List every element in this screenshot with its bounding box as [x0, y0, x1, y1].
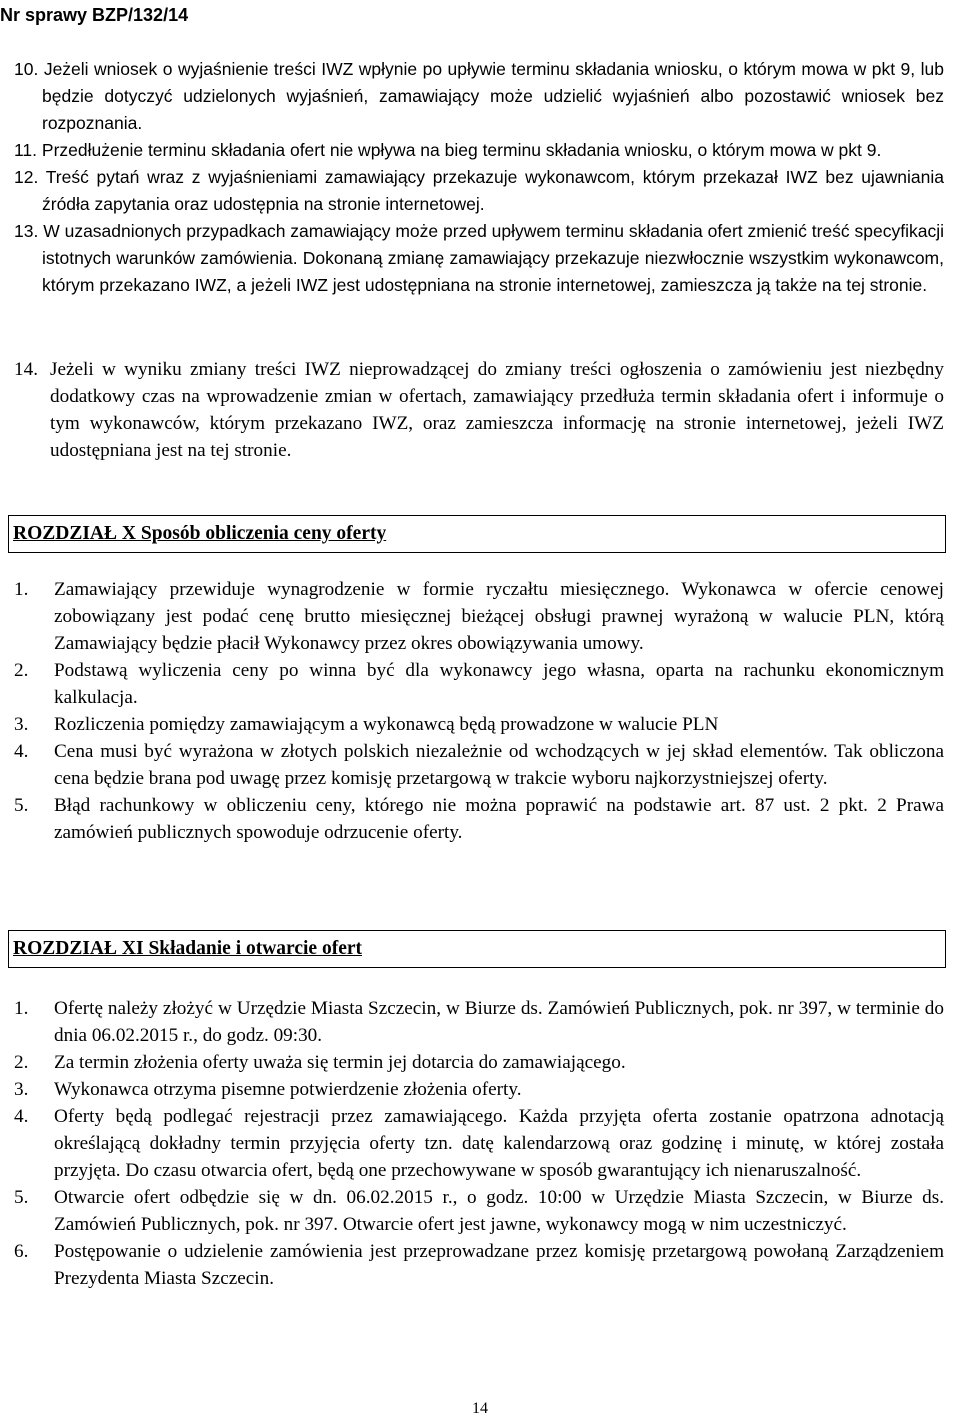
- item-number: 13.: [14, 221, 39, 241]
- chapter-xi-title: ROZDZIAŁ XI Składanie i otwarcie ofert: [13, 938, 363, 959]
- item-number: 14.: [14, 359, 38, 380]
- item-number: 4.: [14, 741, 29, 762]
- chapter-xi-heading: [8, 930, 946, 968]
- page-number: 14: [472, 1400, 488, 1417]
- item-number: 2.: [14, 660, 29, 681]
- list-item: [14, 1049, 944, 1076]
- chapter-x-list: [14, 576, 944, 846]
- item-text: Ofertę należy złożyć w Urzędzie Miasta Szczecin, w Biurze ds. Zamówień Publicznych, pok. nr 397, w terminie do dnia 06.02.2015 r., do godz. 09:30.: [54, 998, 944, 1046]
- chapter-xi-list: [14, 995, 944, 1292]
- list-item: [14, 218, 944, 299]
- item-number: 5.: [14, 1187, 29, 1208]
- list-item: [14, 1076, 944, 1103]
- item-number: 10.: [14, 59, 39, 79]
- item-text: Wykonawca otrzyma pisemne potwierdzenie złożenia oferty.: [54, 1079, 522, 1100]
- item-number: 3.: [14, 714, 29, 735]
- item-number: 2.: [14, 1052, 29, 1073]
- list-item: [14, 56, 944, 137]
- item-text: Podstawą wyliczenia ceny po winna być dla wykonawcy jego własna, oparta na rachunku ekonomicznym kalkulacja.: [54, 660, 944, 708]
- item-number: 11.: [14, 140, 38, 160]
- item-text: Jeżeli w wyniku zmiany treści IWZ nieprowadzącej do zmiany treści ogłoszenia o zamówieniu jest niezbędny dodatkowy czas na wprowadzenie zmian w ofertach, zamawiający przedłuża termin składania ofert i informuje o tym wykonawców, którym przekazano IWZ, oraz zamieszcza informację na stronie internetowej, jeżeli IWZ udostępniana jest na tej stronie.: [50, 359, 944, 461]
- chapter-x-title: ROZDZIAŁ X Sposób obliczenia ceny oferty: [13, 523, 387, 544]
- item-text: Treść pytań wraz z wyjaśnieniami zamawiający przekazuje wykonawcom, którym przekazał IWZ bez ujawniania źródła zapytania oraz udostępnia na stronie internetowej.: [42, 167, 944, 214]
- item-number: 1.: [14, 579, 29, 600]
- item-text: Jeżeli wniosek o wyjaśnienie treści IWZ wpłynie po upływie terminu składania wniosku, o którym mowa w pkt 9, lub będzie dotyczyć udzielonych wyjaśnień, zamawiający może udzielić wyjaśnień albo pozostawić wniosek bez rozpoznania.: [42, 59, 944, 133]
- list-item: [14, 1238, 944, 1292]
- item-text: Błąd rachunkowy w obliczeniu ceny, którego nie można poprawić na podstawie art. 87 ust. 2 pkt. 2 Prawa zamówień publicznych spowoduje odrzucenie oferty.: [54, 795, 944, 843]
- item-number: 5.: [14, 795, 29, 816]
- item-text: Zamawiający przewiduje wynagrodzenie w formie ryczałtu miesięcznego. Wykonawca w ofercie cenowej zobowiązany jest podać cenę brutto miesięcznej bieżącej obsługi prawnej wyrażoną w walucie PLN, którą Zamawiający będzie płacił Wykonawcy przez okres obowiązywania umowy.: [54, 579, 944, 654]
- list-item: [14, 995, 944, 1049]
- item-text: Oferty będą podlegać rejestracji przez zamawiającego. Każda przyjęta oferta zostanie opatrzona adnotacją określającą dokładny termin przyjęcia oferty tzn. datę kalendarzową oraz godzinę i minutę, w której została przyjęta. Do czasu otwarcia ofert, będą one przechowywane w sposób gwarantujący ich nienaruszalność.: [54, 1106, 944, 1181]
- list-item: [14, 137, 944, 164]
- item-number: 1.: [14, 998, 29, 1019]
- list-item: [14, 657, 944, 711]
- list-item: [14, 738, 944, 792]
- previous-section-list: [14, 56, 944, 299]
- list-item: [14, 1103, 944, 1184]
- item-text: W uzasadnionych przypadkach zamawiający może przed upływem terminu składania ofert zmienić treść specyfikacji istotnych warunków zamówienia. Dokonaną zmianę zamawiający przekazuje niezwłocznie wszystkim wykonawcom, którym przekazano IWZ, a jeżeli IWZ jest udostępniana na stronie internetowej, zamieszcza ją także na tej stronie.: [42, 221, 944, 295]
- item-text: Cena musi być wyrażona w złotych polskich niezależnie od wchodzących w jej skład elementów. Tak obliczona cena będzie brana pod uwagę przez komisję przetargową w trakcie wyboru najkorzystniejszej oferty.: [54, 741, 944, 789]
- item-text: Otwarcie ofert odbędzie się w dn. 06.02.2015 r., o godz. 10:00 w Urzędzie Miasta Szczecin, w Biurze ds. Zamówień Publicznych, pok. nr 397. Otwarcie ofert jest jawne, wykonawcy mogą w nim uczestniczyć.: [54, 1187, 944, 1235]
- list-item: [14, 576, 944, 657]
- item-number: 3.: [14, 1079, 29, 1100]
- list-item: [14, 356, 944, 464]
- chapter-x-heading: [8, 515, 946, 553]
- list-item: [14, 1184, 944, 1238]
- item-text: Przedłużenie terminu składania ofert nie wpływa na bieg terminu składania wniosku, o którym mowa w pkt 9.: [41, 140, 882, 160]
- list-item: [14, 792, 944, 846]
- item-text: Postępowanie o udzielenie zamówienia jest przeprowadzane przez komisję przetargową powołaną Zarządzeniem Prezydenta Miasta Szczecin.: [54, 1241, 944, 1289]
- list-item: [14, 164, 944, 218]
- item-number: 6.: [14, 1241, 29, 1262]
- item-number: 4.: [14, 1106, 29, 1127]
- item-text: Rozliczenia pomiędzy zamawiającym a wykonawcą będą prowadzone w walucie PLN: [54, 714, 719, 735]
- list-item: [14, 711, 944, 738]
- item-number: 12.: [14, 167, 39, 187]
- case-number: Nr sprawy BZP/132/14: [0, 5, 189, 25]
- previous-section-list-continued: [14, 356, 944, 464]
- item-text: Za termin złożenia oferty uważa się termin jej dotarcia do zamawiającego.: [54, 1052, 626, 1073]
